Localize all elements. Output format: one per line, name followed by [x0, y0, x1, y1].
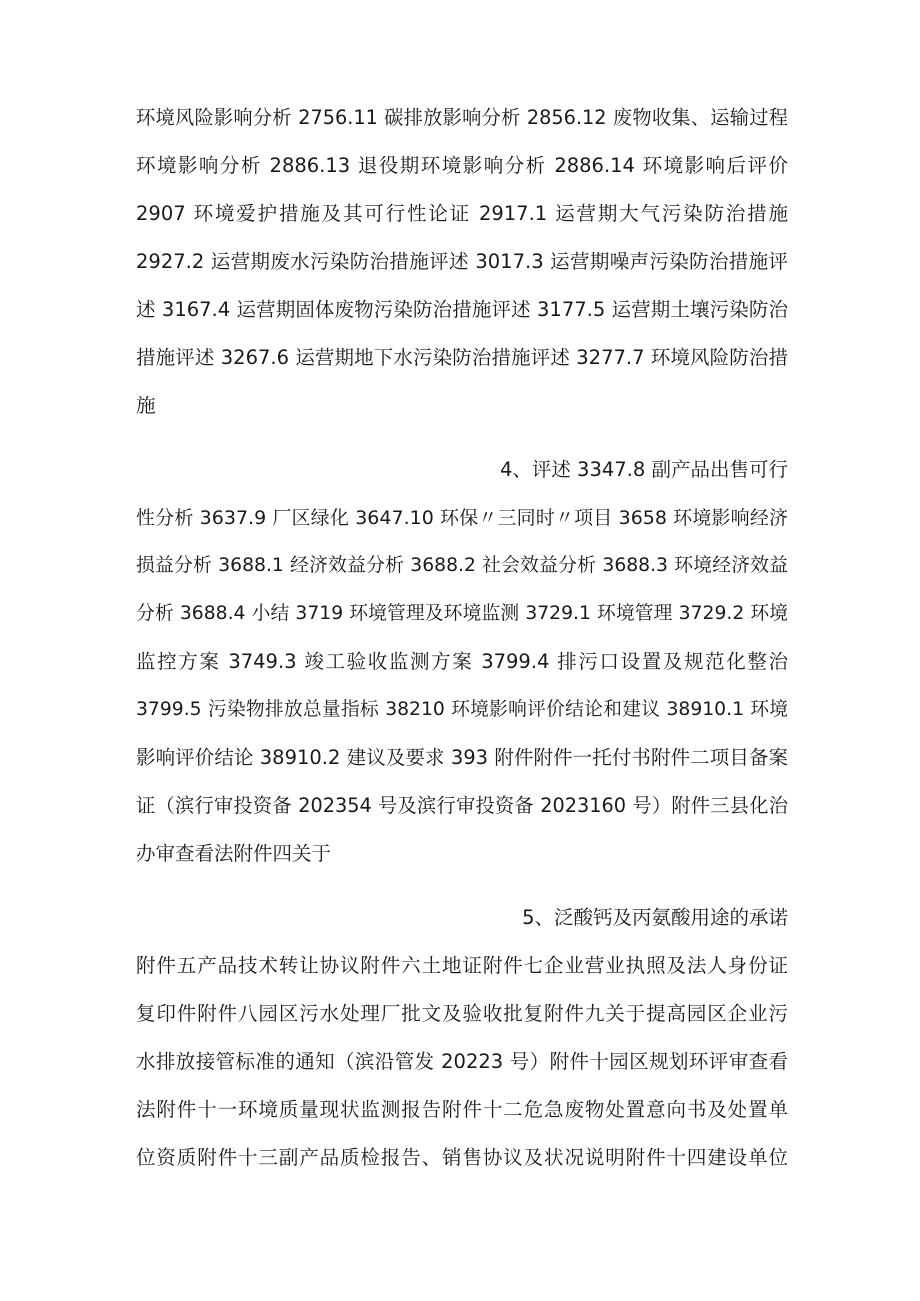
text-line: 性分析 3637.9 厂区绿化 3647.10 环保〃三同时〃项目 3658 环境影响经济	[136, 507, 788, 529]
text-line: 复印件附件八园区污水处理厂批文及验收批复附件九关于提高园区企业污	[136, 1002, 788, 1025]
text-line: 损益分析 3688.1 经济效益分析 3688.2 社会效益分析 3688.3 环境经济效益	[136, 555, 788, 576]
text-line: 2927.2 运营期废水污染防治措施评述 3017.3 运营期噪声污染防治措施评	[136, 250, 788, 273]
section-heading-line: 4、评述 3347.8 副产品出售可行	[499, 458, 788, 481]
text-line: 法附件十一环境质量现状监测报告附件十二危急废物处置意向书及处置单	[136, 1098, 788, 1121]
text-line: 办审查看法附件四关于	[136, 842, 332, 865]
text-line: 环境影响分析 2886.13 退役期环境影响分析 2886.14 环境影响后评价	[136, 154, 788, 177]
text-line: 监控方案 3749.3 竣工验收监测方案 3799.4 排污口设置及规范化整治	[136, 650, 788, 673]
text-line: 环境风险影响分析 2756.11 碳排放影响分析 2856.12 废物收集、运输过程	[136, 106, 788, 129]
text-line: 述 3167.4 运营期固体废物污染防治措施评述 3177.5 运营期土壤污染防治	[136, 298, 788, 321]
text-line: 施	[136, 394, 156, 417]
text-line: 位资质附件十三副产品质检报告、销售协议及状况说明附件十四建设单位	[136, 1146, 788, 1169]
text-line: 附件五产品技术转让协议附件六土地证附件七企业营业执照及法人身份证	[136, 954, 788, 977]
text-line: 3799.5 污染物排放总量指标 38210 环境影响评价结论和建议 38910.1 环境	[136, 699, 788, 720]
text-line: 证（滨行审投资备 202354 号及滨行审投资备 2023160 号）附件三县化治	[136, 794, 788, 817]
text-line: 影响评价结论 38910.2 建议及要求 393 附件附件一托付书附件二项目备案	[136, 746, 788, 769]
text-line: 措施评述 3267.6 运营期地下水污染防治措施评述 3277.7 环境风险防治措	[136, 346, 788, 369]
text-line: 水排放接管标准的通知（滨沿管发 20223 号）附件十园区规划环评审查看	[136, 1050, 788, 1073]
text-line: 2907 环境爱护措施及其可行性论证 2917.1 运营期大气污染防治措施	[136, 202, 788, 225]
text-line: 分析 3688.4 小结 3719 环境管理及环境监测 3729.1 环境管理 3729.2 环境	[136, 603, 788, 624]
section-heading-line: 5、泛酸钙及丙氨酸用途的承诺	[522, 906, 788, 929]
